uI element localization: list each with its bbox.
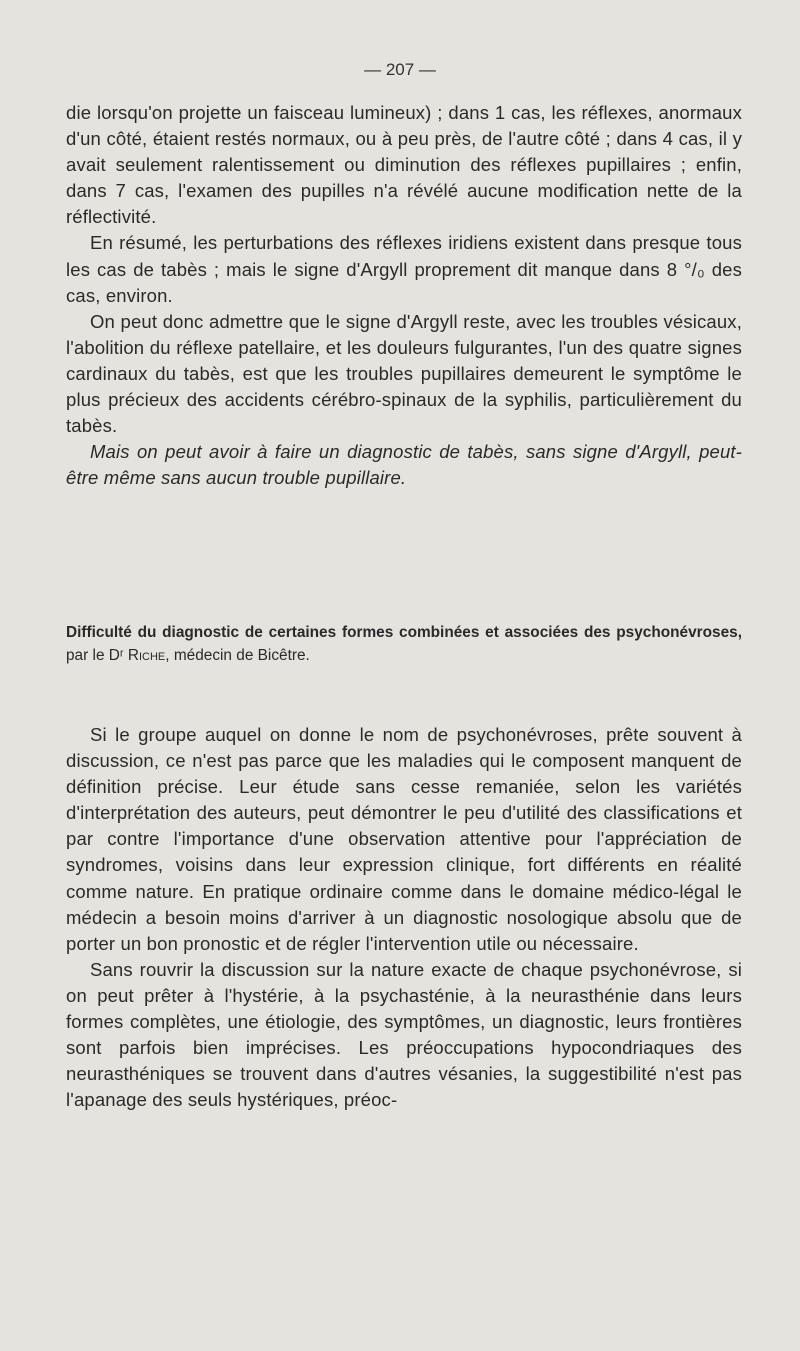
section-author: Riche — [127, 646, 166, 664]
paragraph-4-italic: Mais on peut avoir à faire un diagnostic de tabès, sans signe d'Argyll, peut-être même sans aucun trouble pupillaire. — [66, 441, 742, 489]
paragraph-3: On peut donc admettre que le signe d'Argyll reste, avec les troubles vésicaux, l'abolition du réflexe patellaire, et les douleurs fulgurantes, l'un des quatre signes cardinaux du tabès, est que les troubles pupillaires demeurent le symptôme le plus précieux des accidents cérébro-spinaux de la syphilis, particulièrement du tabès. — [66, 310, 742, 437]
section-heading-text — [66, 622, 742, 667]
paragraph-6: Sans rouvrir la discussion sur la nature exacte de chaque psychonévrose, si on peut prêter à l'hystérie, à la psychasténie, à la neurasthénie dans leurs formes complètes, une étiologie, des symptômes, un diagnostic, leurs frontières sont parfois bien imprécises. Les préoccupations hypocondriaques des neurasthéniques se trouvent dans d'autres vésanies, la suggestibilité n'est pas l'apanage des seuls hystériques, préoc- — [66, 958, 742, 1111]
section-heading — [66, 622, 742, 667]
paragraph-1: die lorsqu'on projette un faisceau lumineux) ; dans 1 cas, les réflexes, anormaux d'un côté, étaient restés normaux, ou à peu près, de l'autre côté ; dans 4 cas, il y avait seulement ralentissement ou diminution des réflexes pupillaires ; enfin, dans 7 cas, l'examen des pupilles n'a révélé aucune modification nette de la réflectivité. — [66, 102, 742, 228]
page-number: — 207 — — [364, 60, 436, 79]
text-block-top — [66, 100, 742, 491]
paragraph-2: En résumé, les perturbations des réflexes iridiens existent dans presque tous les cas de tabès ; mais le signe d'Argyll proprement dit manque dans 8 °/₀ des cas, environ. — [66, 232, 742, 306]
section-title: Difficulté du diagnostic de certaines formes combinées et associées des psychonévroses, — [66, 624, 742, 641]
section-affiliation: , médecin de Bicêtre. — [165, 646, 310, 664]
paragraph-5: Si le groupe auquel on donne le nom de psychonévroses, prête souvent à discussion, ce n'est pas parce que les maladies qui le composent manquent de définition précise. Leur étude sans cesse remaniée, selon les variétés d'interprétation des auteurs, peut démontrer le peu d'utilité des classifications et par contre l'importance d'une observation attentive pour l'appréciation de syndromes, voisins dans leur expression clinique, fort différents en réalité comme nature. En pratique ordinaire comme dans le domaine médico-légal le médecin a besoin moins d'arriver à un diagnostic nosologique absolu que de porter un bon pronostic et de régler l'intervention utile ou nécessaire. — [66, 724, 742, 954]
text-block-bottom — [66, 722, 742, 1113]
section-by: par le Dʳ — [66, 646, 128, 664]
